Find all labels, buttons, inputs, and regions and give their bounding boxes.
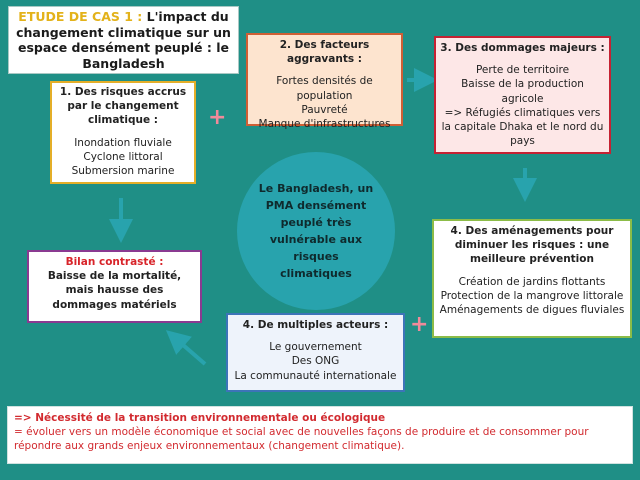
box-damages-item: Perte de territoire <box>475 64 570 77</box>
title-text: L'impact du changement climatique sur un espace densément peuplé : le Bangladesh <box>16 9 231 71</box>
box-damages-item: Baisse de la production agricole <box>461 78 584 105</box>
conclusion-text: = évoluer vers un modèle économique et social avec de nouvelles façons de produire et de consommer pour répondre aux grands enjeux environnementaux (changement climatique). <box>14 426 589 453</box>
box-assessment-text: Baisse de la mortalité, mais hausse des dommages matériels <box>47 270 182 311</box>
conclusion-headline: => Nécessité de la transition environnementale ou écologique <box>14 412 386 424</box>
box-factors-heading: 2. Des facteurs aggravants : <box>279 39 370 66</box>
box-actors-item: Le gouvernement <box>269 341 362 354</box>
box-risks-heading: 1. Des risques accrus par le changement climatique : <box>59 86 187 127</box>
box-risk-prevention <box>432 219 632 338</box>
plus-connector-right: + <box>410 312 429 337</box>
box-risks <box>50 81 196 184</box>
case-study-title <box>8 6 239 74</box>
box-prevention-item: Aménagements de digues fluviales <box>439 303 625 316</box>
box-actors-item: Des ONG <box>291 355 340 368</box>
box-major-damages <box>434 36 611 154</box>
central-topic-text: Le Bangladesh, un PMA densément peuplé très vulnérable aux risques climatiques <box>258 181 374 281</box>
box-risks-item: Inondation fluviale <box>74 136 172 149</box>
title-accent: ETUDE DE CAS 1 : <box>18 9 143 24</box>
box-factors-item: Manque d'infrastructures <box>258 117 391 130</box>
box-aggravating-factors <box>246 33 403 130</box>
conclusion-box <box>7 406 633 464</box>
arrow-box5-to-box6 <box>175 338 205 364</box>
box-factors-item: Fortes densités de population <box>276 75 373 102</box>
box-actors-item: La communauté internationale <box>234 369 397 382</box>
box-damages-heading: 3. Des dommages majeurs : <box>440 42 605 54</box>
box-risks-item: Submersion marine <box>71 164 175 177</box>
box-prevention-item: Création de jardins flottants <box>458 275 606 288</box>
central-topic-circle <box>237 152 395 310</box>
box-prevention-heading: 4. Des aménagements pour diminuer les risques : une meilleure prévention <box>450 225 614 266</box>
box-risks-item: Cyclone littoral <box>83 150 163 163</box>
plus-connector-left: + <box>208 105 227 130</box>
box-actors-heading: 4. De multiples acteurs : <box>242 319 389 331</box>
box-prevention-item: Protection de la mangrove littorale <box>440 289 624 302</box>
box-assessment-heading: Bilan contrasté : <box>65 256 164 268</box>
box-damages-item: => Réfugiés climatiques vers la capitale Dhaka et le nord du pays <box>441 106 604 148</box>
box-factors-item: Pauvreté <box>301 103 348 116</box>
box-actors <box>226 313 405 392</box>
box-contrasted-assessment <box>27 250 202 323</box>
